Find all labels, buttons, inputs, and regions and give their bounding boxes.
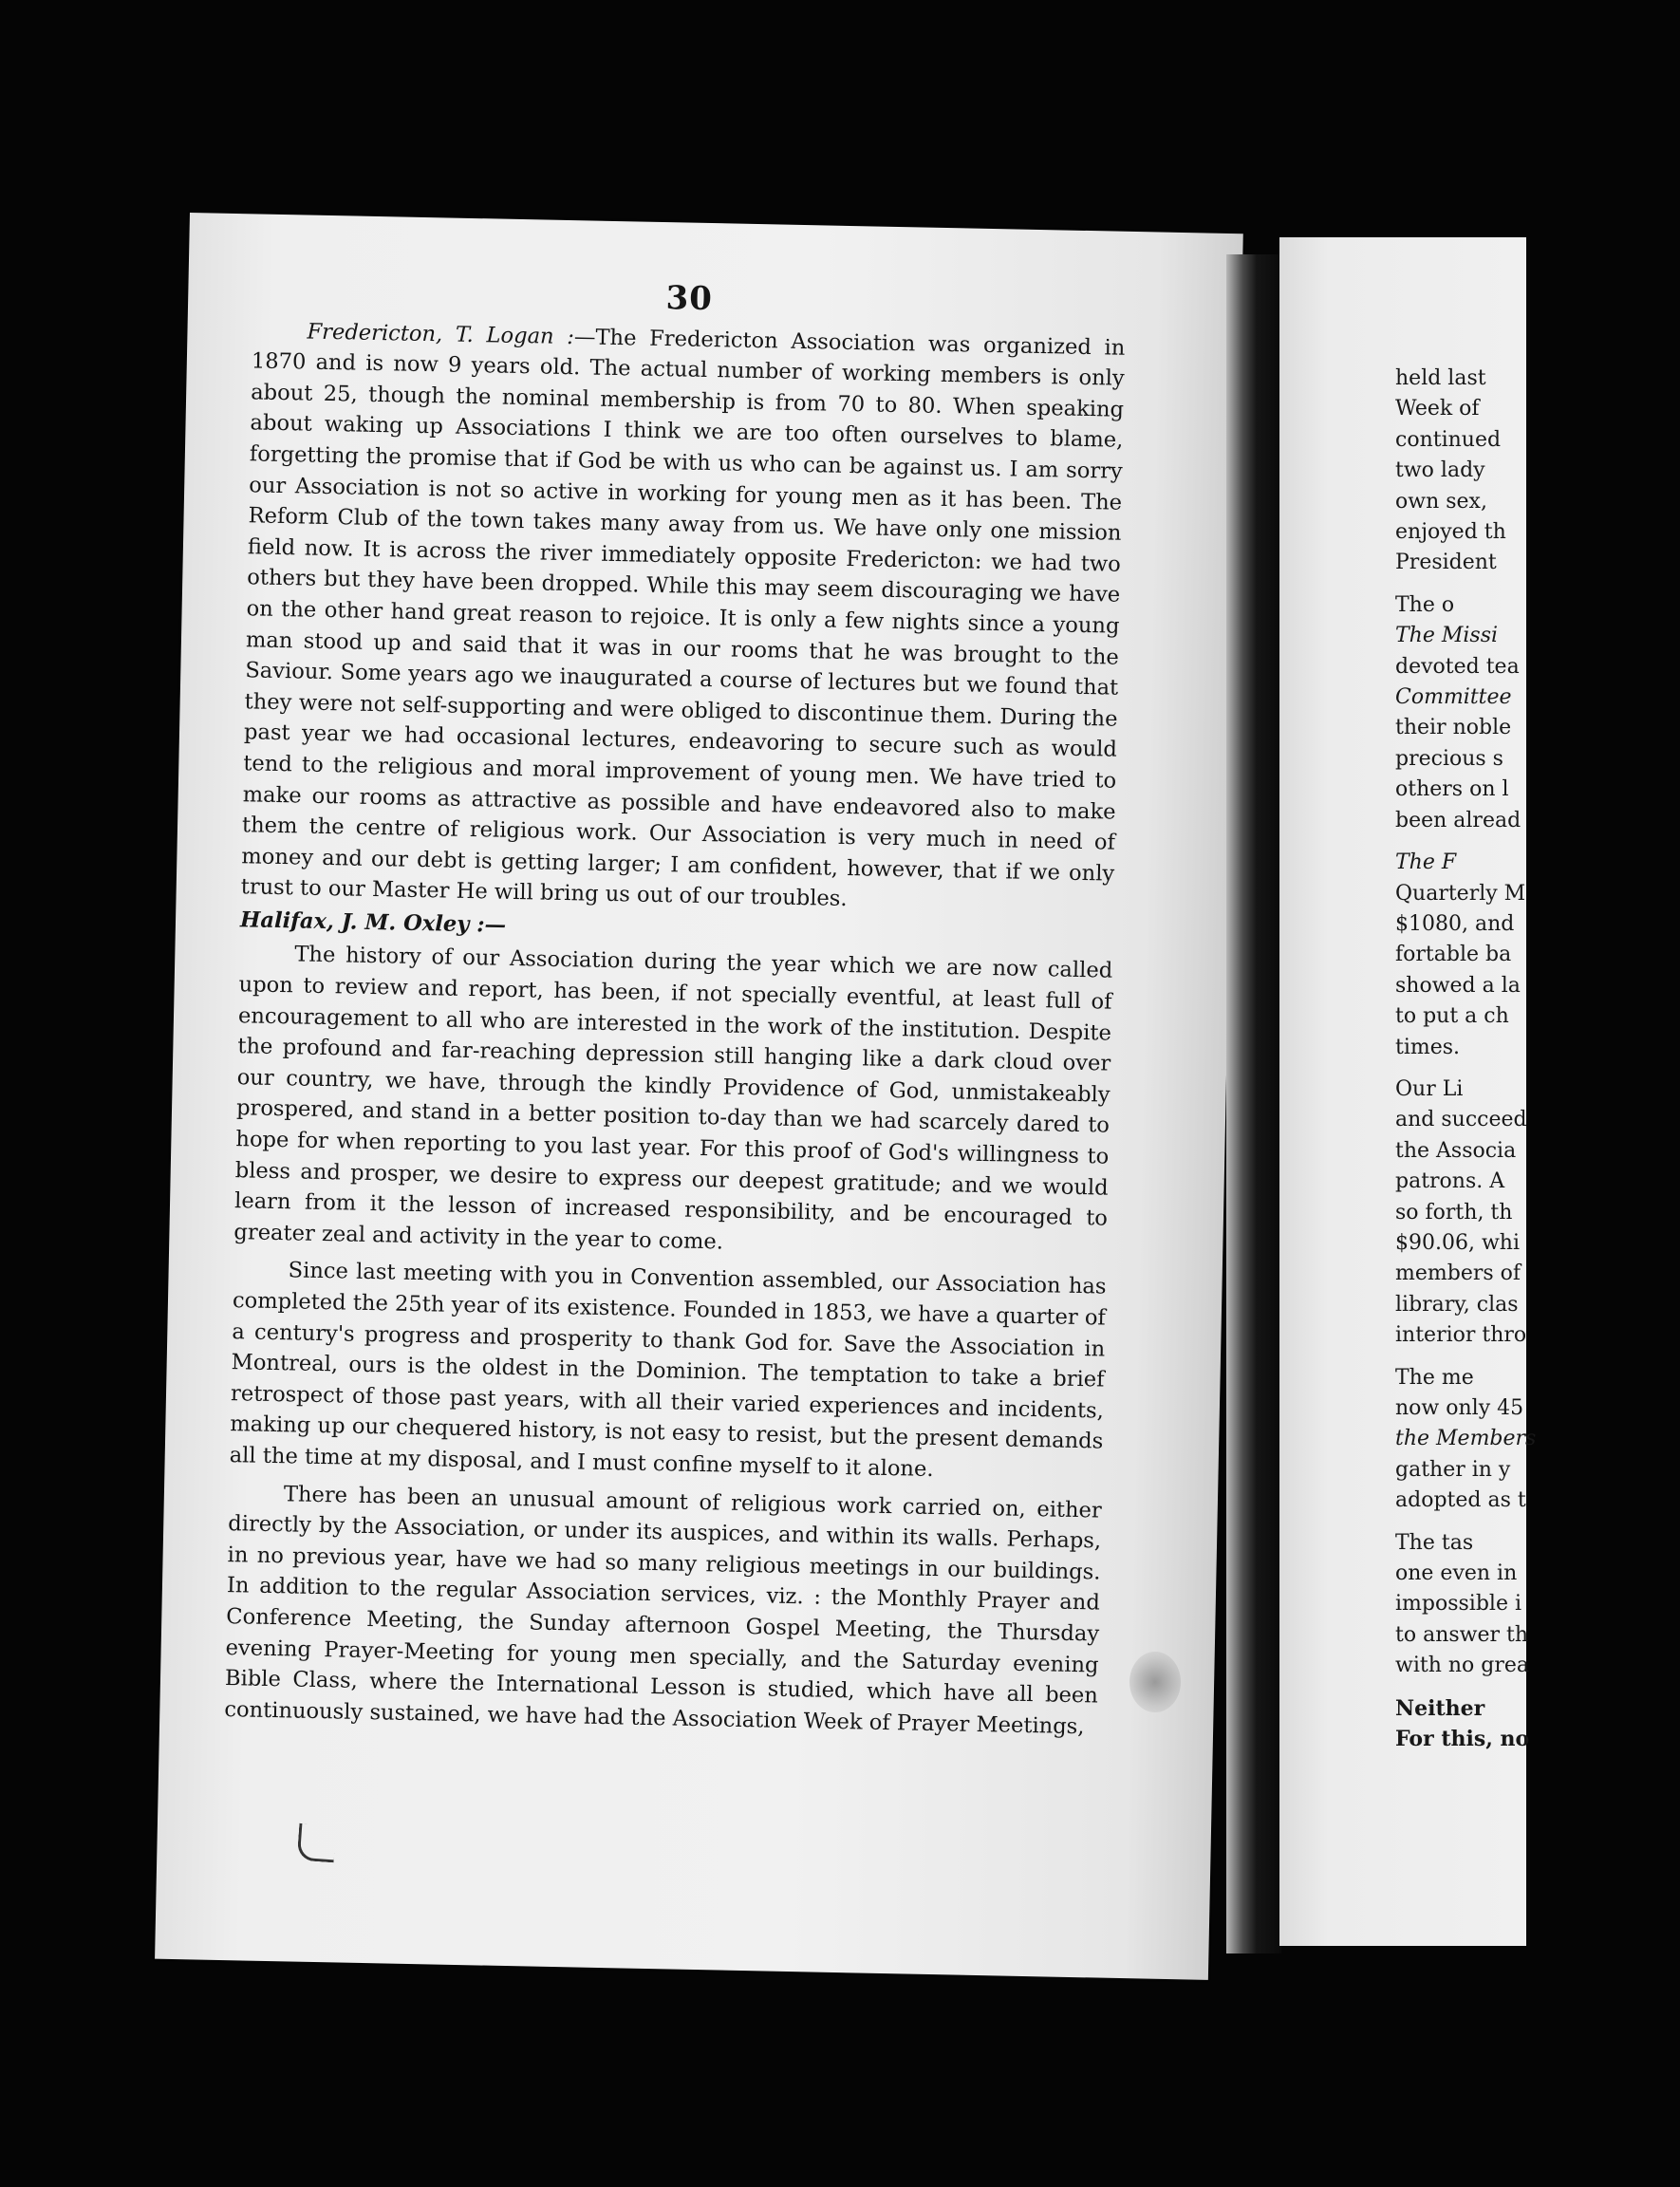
right-line: and succeed [1395, 1108, 1527, 1132]
right-line: their noble [1395, 716, 1512, 740]
right-line: to put a ch [1395, 1004, 1509, 1029]
right-line: with no grea [1395, 1654, 1530, 1678]
right-line: enjoyed th [1395, 520, 1506, 545]
right-line: showed a la [1395, 973, 1521, 998]
right-line: others on l [1395, 777, 1509, 802]
speaker-fredericton: Fredericton, T. Logan : [307, 319, 575, 349]
right-line: devoted tea [1395, 654, 1520, 679]
right-line: For this, no [1395, 1727, 1530, 1752]
right-line: continued [1395, 427, 1502, 452]
right-page-text [1395, 364, 1680, 1754]
right-line: Week of [1395, 397, 1480, 421]
right-line: President [1395, 551, 1497, 575]
right-line: so forth, th [1395, 1200, 1513, 1224]
right-line: Neither [1395, 1695, 1485, 1721]
heading-halifax: Halifax, J. M. Oxley :— [239, 907, 507, 938]
page-number: 30 [665, 279, 714, 319]
right-line: impossible i [1395, 1592, 1522, 1617]
right-line: times. [1395, 1035, 1461, 1059]
right-line: adopted as t [1395, 1488, 1526, 1513]
book-gutter [1226, 254, 1281, 1953]
right-line: held last [1395, 366, 1486, 390]
right-line: library, clas [1395, 1292, 1519, 1317]
right-line: the Associa [1395, 1138, 1517, 1163]
right-line: Our Li [1395, 1076, 1464, 1101]
right-page [1279, 237, 1537, 1946]
right-line: the Members [1395, 1427, 1537, 1451]
left-page [155, 213, 1243, 1980]
right-line: The tas [1395, 1530, 1474, 1555]
right-line: to answer th [1395, 1622, 1529, 1647]
paragraph-halifax-history: The history of our Association during the year which we are now called upon to review and report, has been, if not specially eventful, at least full of encouragement to all who are interested in the work of the institution. Despite the profound and far-reaching depression still hanging like a dark cloud over our country, we have, through the kindly Providence of God, unmistakeably prospered, and stand in a better position to-day than we had scarcely dared to hope for when reporting to you last year. For this proof of God's willingness to bless and prosper, we desire to express our deepest gratitude; and we would learn from it the lesson of increased responsibility, and be encouraged to greater zeal and activity in the year to come. [233, 942, 1113, 1255]
right-line: The o [1395, 592, 1455, 617]
right-line: interior thro [1395, 1323, 1527, 1348]
right-line: $90.06, whi [1395, 1230, 1521, 1255]
right-line: now only 45 [1395, 1396, 1524, 1420]
right-line: Committee [1395, 685, 1512, 710]
right-line: own sex, [1395, 489, 1487, 514]
right-line: The F [1395, 850, 1457, 875]
paragraph-fredericton-body: —The Fredericton Association was organized in 1870 and is now 9 years old. The actual number of working members is only about 25, though the nominal membership is from 70 to 80. When speaking about waking up Associations I think we are too often ourselves to blame, forgetting the promise that if God be with us who can be against us. I am sorry our Association is not so active in working for young men as it has been. The Reform Club of the town takes many away from us. We have only one mission field now. It is across the river immediately opposite Fredericton: we had two others but they have been dropped. While this may seem discouraging we have on the other hand great reason to rejoice. It is only a few nights since a young man stood up and said that it was in our rooms that he was brought to the Saviour. Some years ago we inaugurated a course of lectures but we found that they were not self-supporting and were obliged to discontinue them. During the past year we had occasional lectures, endeavoring to secure such as would tend to the religious and moral improvement of young men. We have tried to make our rooms as attractive as possible and have endeavored also to make them the centre of religious work. Our Association is very much in need of money and our debt is getting larger; I am confident, however, that if we only trust to our Master He will bring us out of our troubles. [240, 324, 1126, 912]
right-line: fortable ba [1395, 943, 1512, 967]
right-line: The me [1395, 1365, 1474, 1390]
right-line: members of [1395, 1262, 1521, 1286]
right-line: two lady [1395, 458, 1485, 483]
right-line: one even in [1395, 1561, 1518, 1586]
paragraph-fredericton [240, 315, 1125, 921]
right-line: precious s [1395, 746, 1503, 771]
ink-smudge [1129, 1652, 1181, 1712]
right-line: patrons. A [1395, 1169, 1505, 1194]
left-page-text [224, 274, 1126, 1742]
right-line: $1080, and [1395, 911, 1515, 936]
right-line: gather in y [1395, 1457, 1511, 1482]
paragraph-halifax-religious-work: There has been an unusual amount of religious work carried on, either directly by the Association, or under its auspices, and within its walls. Perhaps, in no previous year, have we had so many religious meetings in our buildings. In addition to the regular Association services, viz. : the Monthly Prayer and Conference Meeting, the Sunday afternoon Gospel Meeting, the Thursday evening Prayer-Meeting for young men specially, and the Saturday evening Bible Class, where the International Lesson is studied, which have all been continuously sustained, we have had the Association Week of Prayer Meetings, [224, 1481, 1103, 1739]
right-line: been alread [1395, 808, 1521, 832]
right-line: Quarterly M [1395, 881, 1526, 906]
right-line: The Missi [1395, 624, 1499, 648]
paragraph-halifax-anniversary: Since last meeting with you in Convention assembled, our Association has completed the 25th year of its existence. Founded in 1853, we have a quarter of a century's progress and prosperity to thank God for. Save the Association in Montreal, ours is the oldest in the Dominion. The temptation to take a brief retrospect of those past years, with all their varied experiences and incidents, making up our chequered history, is not easy to resist, but the present demands all the time at my disposal, and I must confine myself to it alone. [229, 1258, 1107, 1482]
pencil-mark [297, 1823, 337, 1863]
